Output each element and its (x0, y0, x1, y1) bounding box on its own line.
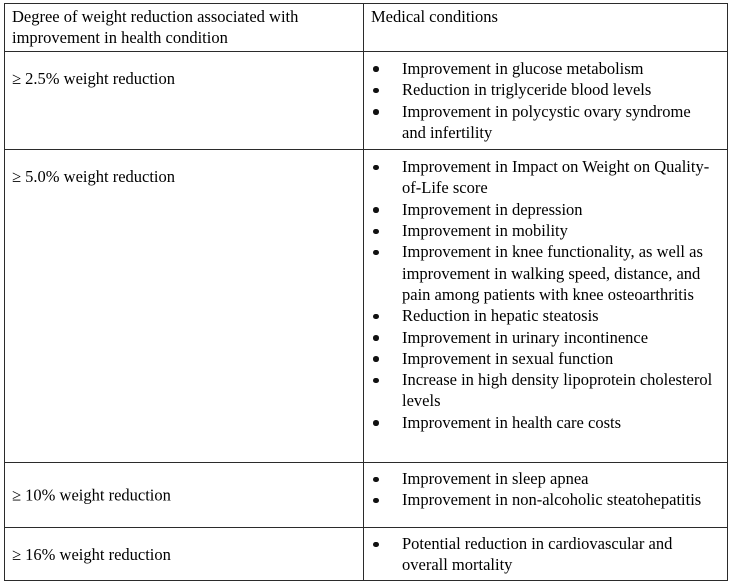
list-item (364, 220, 723, 241)
conditions-list (364, 150, 727, 439)
header-conditions-label: Medical conditions (371, 7, 498, 26)
list-item-text: Improvement in Impact on Weight on Quality-of-Life score (402, 157, 710, 198)
list-item (364, 489, 723, 510)
table-row (5, 52, 728, 150)
list-item (364, 533, 723, 576)
degree-label-10: ≥ 10% weight reduction (12, 485, 171, 505)
list-item-text: Increase in high density lipoprotein cholesterol levels (402, 370, 713, 411)
list-item-text: Improvement in glucose metabolism (402, 59, 644, 78)
conditions-list (364, 528, 727, 580)
conditions-list (364, 463, 727, 515)
list-item-text: Improvement in urinary incontinence (402, 327, 649, 347)
table-row (5, 463, 728, 528)
list-item-text: Reduction in hepatic steatosis (402, 306, 599, 326)
bullet-icon (373, 58, 385, 79)
conditions-list (364, 52, 727, 149)
header-cell-conditions (364, 4, 728, 52)
list-item (364, 305, 723, 326)
degree-cell-5-0 (5, 150, 364, 463)
list-item (364, 156, 723, 199)
list-item (364, 369, 723, 412)
table-row (5, 150, 728, 463)
degree-cell-16 (5, 528, 364, 581)
table-row (5, 528, 728, 581)
list-item (364, 58, 723, 79)
conditions-cell-2-5 (364, 52, 728, 150)
bullet-icon (373, 101, 385, 122)
header-cell-degree (5, 4, 364, 52)
bullet-icon (373, 489, 385, 510)
list-item (364, 101, 723, 144)
list-item-text: Improvement in polycystic ovary syndrome and infertility (402, 101, 691, 142)
list-item (364, 79, 723, 100)
bullet-icon (373, 220, 385, 241)
list-item (364, 241, 723, 305)
bullet-icon (373, 412, 385, 433)
bullet-icon (373, 327, 385, 348)
list-item (364, 348, 723, 369)
list-item (364, 327, 723, 348)
list-item-text: Reduction in triglyceride blood levels (402, 80, 652, 100)
list-item-text: Improvement in depression (402, 199, 583, 219)
bullet-icon (373, 156, 385, 177)
conditions-cell-10 (364, 463, 728, 528)
bullet-icon (373, 199, 385, 220)
table-header-row (5, 4, 728, 52)
list-item-text: Improvement in health care costs (402, 412, 622, 432)
list-item-text: Potential reduction in cardiovascular and overall mortality (402, 534, 673, 575)
degree-label-16: ≥ 16% weight reduction (12, 545, 171, 565)
list-item-text: Improvement in sleep apnea (402, 469, 589, 489)
bullet-icon (373, 241, 385, 262)
degree-label-5-0: ≥ 5.0% weight reduction (12, 167, 176, 187)
conditions-cell-16 (364, 528, 728, 581)
conditions-cell-5-0 (364, 150, 728, 463)
weight-reduction-conditions-table (4, 3, 728, 581)
list-item (364, 468, 723, 489)
bullet-icon (373, 533, 385, 554)
degree-cell-10 (5, 463, 364, 528)
list-item-text: Improvement in non-alcoholic steatohepatitis (402, 490, 702, 510)
degree-label-2-5: ≥ 2.5% weight reduction (12, 69, 176, 88)
bullet-icon (373, 348, 385, 369)
list-item (364, 199, 723, 220)
bullet-icon (373, 79, 385, 100)
bullet-icon (373, 468, 385, 489)
bullet-icon (373, 369, 385, 390)
list-item-text: Improvement in knee functionality, as well as improvement in walking speed, distance, and pain among patients with knee osteoarthritis (402, 242, 703, 304)
bullet-icon (373, 305, 385, 326)
list-item-text: Improvement in mobility (402, 221, 568, 241)
list-item-text: Improvement in sexual function (402, 348, 614, 368)
degree-cell-2-5 (5, 52, 364, 150)
list-item (364, 412, 723, 433)
header-degree-label: Degree of weight reduction associated with improvement in health condition (12, 7, 299, 47)
